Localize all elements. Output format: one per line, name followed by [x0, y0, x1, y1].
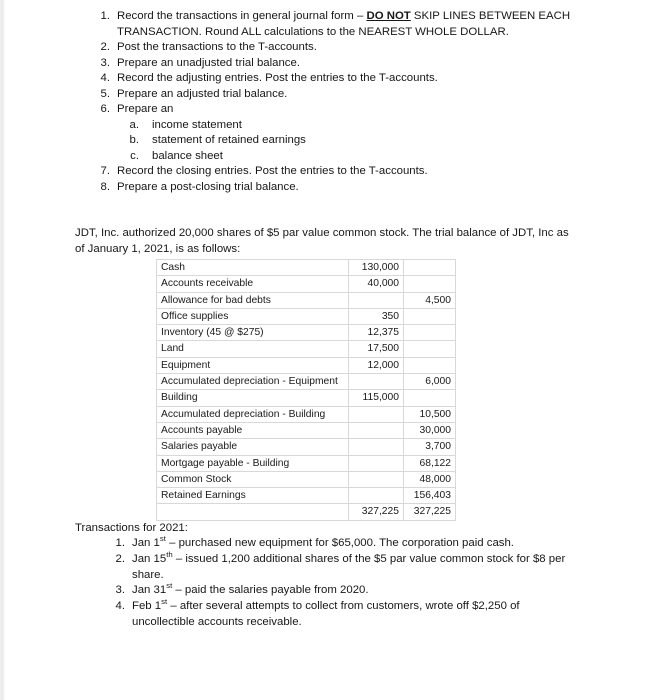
transaction-description: – after several attempts to collect from customers, wrote off $2,250 of uncollectible accounts receivable.: [132, 600, 520, 628]
transaction-description: – issued 1,200 additional shares of the $5 par value common stock for $8 per share.: [132, 552, 566, 581]
trial-balance-credit-cell: [404, 260, 456, 276]
requirement-subitem: [117, 118, 590, 134]
transaction-item: [105, 552, 575, 584]
requirement-marker: 1.: [100, 10, 110, 22]
trial-balance-debit-cell: 115,000: [349, 390, 404, 406]
intro-paragraph: JDT, Inc. authorized 20,000 shares of $5 par value common stock. The trial balance of JDT, Inc as of January 1, 2021, is as follows:: [75, 227, 569, 256]
trial-balance-total-row: [157, 504, 456, 520]
transactions-heading: Transactions for 2021:: [75, 522, 188, 534]
requirement-text: Prepare an: [117, 103, 174, 115]
trial-balance-debit-cell: 12,000: [349, 357, 404, 373]
trial-balance-account-cell: Common Stock: [157, 471, 349, 487]
trial-balance-credit-cell: 6,000: [404, 374, 456, 390]
requirement-text: Prepare a post-closing trial balance.: [117, 180, 299, 193]
trial-balance-total-credit-cell: 327,225: [404, 504, 456, 520]
trial-balance-account-cell: Mortgage payable - Building: [157, 455, 349, 471]
trial-balance-credit-cell: [404, 357, 456, 373]
requirement-item: [90, 56, 590, 72]
table-row: [157, 292, 456, 308]
trial-balance-debit-cell: [349, 374, 404, 390]
requirement-marker: 2.: [100, 41, 110, 53]
requirement-subitem-marker: c.: [130, 149, 139, 162]
table-row: [157, 471, 456, 487]
transaction-marker: 4.: [115, 600, 125, 613]
trial-balance-debit-cell: [349, 455, 404, 471]
trial-balance-account-cell: Office supplies: [157, 308, 349, 324]
trial-balance-account-cell: Accumulated depreciation - Building: [157, 406, 349, 422]
table-row: [157, 357, 456, 373]
table-row: [157, 488, 456, 504]
trial-balance-account-cell: Allowance for bad debts: [157, 292, 349, 308]
trial-balance-account-cell: Cash: [157, 260, 349, 276]
trial-balance-debit-cell: 17,500: [349, 341, 404, 357]
trial-balance-credit-cell: [404, 341, 456, 357]
trial-balance-credit-cell: [404, 390, 456, 406]
requirement-text: Prepare an unadjusted trial balance.: [117, 56, 301, 69]
trial-balance-credit-cell: 68,122: [404, 455, 456, 471]
requirement-marker: 3.: [100, 56, 110, 69]
transaction-description: – paid the salaries payable from 2020.: [172, 584, 369, 597]
trial-balance-account-cell: Retained Earnings: [157, 488, 349, 504]
trial-balance-credit-cell: 4,500: [404, 292, 456, 308]
transaction-text: [132, 597, 520, 628]
requirement-text: Post the transactions to the T-accounts.: [117, 41, 317, 53]
transaction-date-ordinal: st: [166, 581, 173, 591]
trial-balance-total-account-cell: [157, 504, 349, 520]
transaction-text: [132, 550, 566, 581]
trial-balance-table-wrapper: [156, 259, 455, 521]
table-row: [157, 308, 456, 324]
requirement-subitem-marker: b.: [129, 134, 139, 146]
requirement-item: [90, 40, 590, 56]
requirement-item: [90, 71, 590, 87]
trial-balance-debit-cell: 350: [349, 308, 404, 324]
requirement-item: [90, 87, 590, 103]
requirement-emphasis: DO NOT: [366, 10, 411, 22]
trial-balance-debit-cell: 40,000: [349, 276, 404, 292]
transaction-item: [105, 583, 575, 599]
transaction-date: Feb 1: [132, 600, 162, 613]
transaction-date: Jan 1: [132, 537, 160, 549]
requirement-marker: 8.: [100, 180, 110, 193]
trial-balance-debit-cell: [349, 439, 404, 455]
requirement-subitem-marker: a.: [129, 118, 139, 131]
trial-balance-debit-cell: 130,000: [349, 260, 404, 276]
transaction-marker: 2.: [115, 552, 125, 565]
requirement-item: [90, 102, 590, 164]
trial-balance-account-cell: Land: [157, 341, 349, 357]
trial-balance-table: [156, 259, 456, 521]
trial-balance-account-cell: Accounts payable: [157, 422, 349, 438]
requirement-item: [90, 9, 590, 40]
transactions-list: [105, 536, 575, 631]
requirement-subitem-text: statement of retained earnings: [152, 134, 306, 146]
trial-balance-account-cell: Accounts receivable: [157, 276, 349, 292]
requirement-sublist: [117, 118, 590, 165]
transaction-date: Jan 31: [132, 584, 167, 597]
transaction-date-ordinal: st: [161, 597, 168, 607]
table-row: [157, 439, 456, 455]
requirement-text: Prepare an adjusted trial balance.: [117, 87, 288, 100]
table-row: [157, 422, 456, 438]
trial-balance-debit-cell: [349, 422, 404, 438]
transaction-date: Jan 15: [132, 552, 167, 565]
transaction-text: [132, 534, 514, 549]
table-row: [157, 325, 456, 341]
table-row: [157, 455, 456, 471]
trial-balance-credit-cell: 30,000: [404, 422, 456, 438]
trial-balance-account-cell: Accumulated depreciation - Equipment: [157, 374, 349, 390]
requirement-text: Record the adjusting entries. Post the entries to the T-accounts.: [117, 72, 438, 84]
trial-balance-debit-cell: [349, 471, 404, 487]
transaction-description: – purchased new equipment for $65,000. The corporation paid cash.: [165, 537, 514, 549]
trial-balance-credit-cell: 48,000: [404, 471, 456, 487]
trial-balance-account-cell: Building: [157, 390, 349, 406]
trial-balance-debit-cell: 12,375: [349, 325, 404, 341]
table-row: [157, 276, 456, 292]
trial-balance-credit-cell: [404, 276, 456, 292]
table-row: [157, 406, 456, 422]
requirement-marker: 4.: [100, 72, 110, 84]
requirement-subitem: [117, 149, 590, 165]
transaction-date-ordinal: th: [166, 550, 173, 559]
requirement-marker: 7.: [100, 165, 110, 177]
trial-balance-debit-cell: [349, 292, 404, 308]
trial-balance-credit-cell: 10,500: [404, 406, 456, 422]
trial-balance-total-debit-cell: 327,225: [349, 504, 404, 520]
trial-balance-debit-cell: [349, 488, 404, 504]
transaction-marker: 3.: [115, 584, 125, 597]
trial-balance-credit-cell: [404, 308, 456, 324]
requirement-subitem-text: balance sheet: [152, 149, 223, 162]
trial-balance-credit-cell: 3,700: [404, 439, 456, 455]
transaction-marker: 1.: [115, 537, 125, 549]
transaction-date-ordinal: st: [159, 534, 166, 544]
trial-balance-account-cell: Inventory (45 @ $275): [157, 325, 349, 341]
requirement-item: [90, 180, 590, 196]
table-row: [157, 390, 456, 406]
transaction-item: [105, 536, 575, 552]
requirement-marker: 5.: [100, 87, 110, 100]
transaction-item: [105, 599, 575, 631]
table-row: [157, 374, 456, 390]
table-row: [157, 341, 456, 357]
trial-balance-debit-cell: [349, 406, 404, 422]
trial-balance-credit-cell: 156,403: [404, 488, 456, 504]
requirement-item: [90, 164, 590, 180]
requirement-subitem-text: income statement: [152, 118, 242, 131]
trial-balance-account-cell: Equipment: [157, 357, 349, 373]
requirement-text: Record the transactions in general journal form – DO NOT SKIP LINES BETWEEN EACH TRANSACTION. Round ALL calculations to the NEAREST WHOLE DOLLAR.: [117, 10, 571, 38]
table-row: [157, 260, 456, 276]
requirements-list: [90, 9, 590, 195]
requirement-marker: 6.: [100, 103, 110, 115]
transaction-text: [132, 581, 369, 597]
requirement-text: Record the closing entries. Post the entries to the T-accounts.: [117, 165, 428, 177]
trial-balance-credit-cell: [404, 325, 456, 341]
requirement-subitem: [117, 133, 590, 149]
trial-balance-account-cell: Salaries payable: [157, 439, 349, 455]
